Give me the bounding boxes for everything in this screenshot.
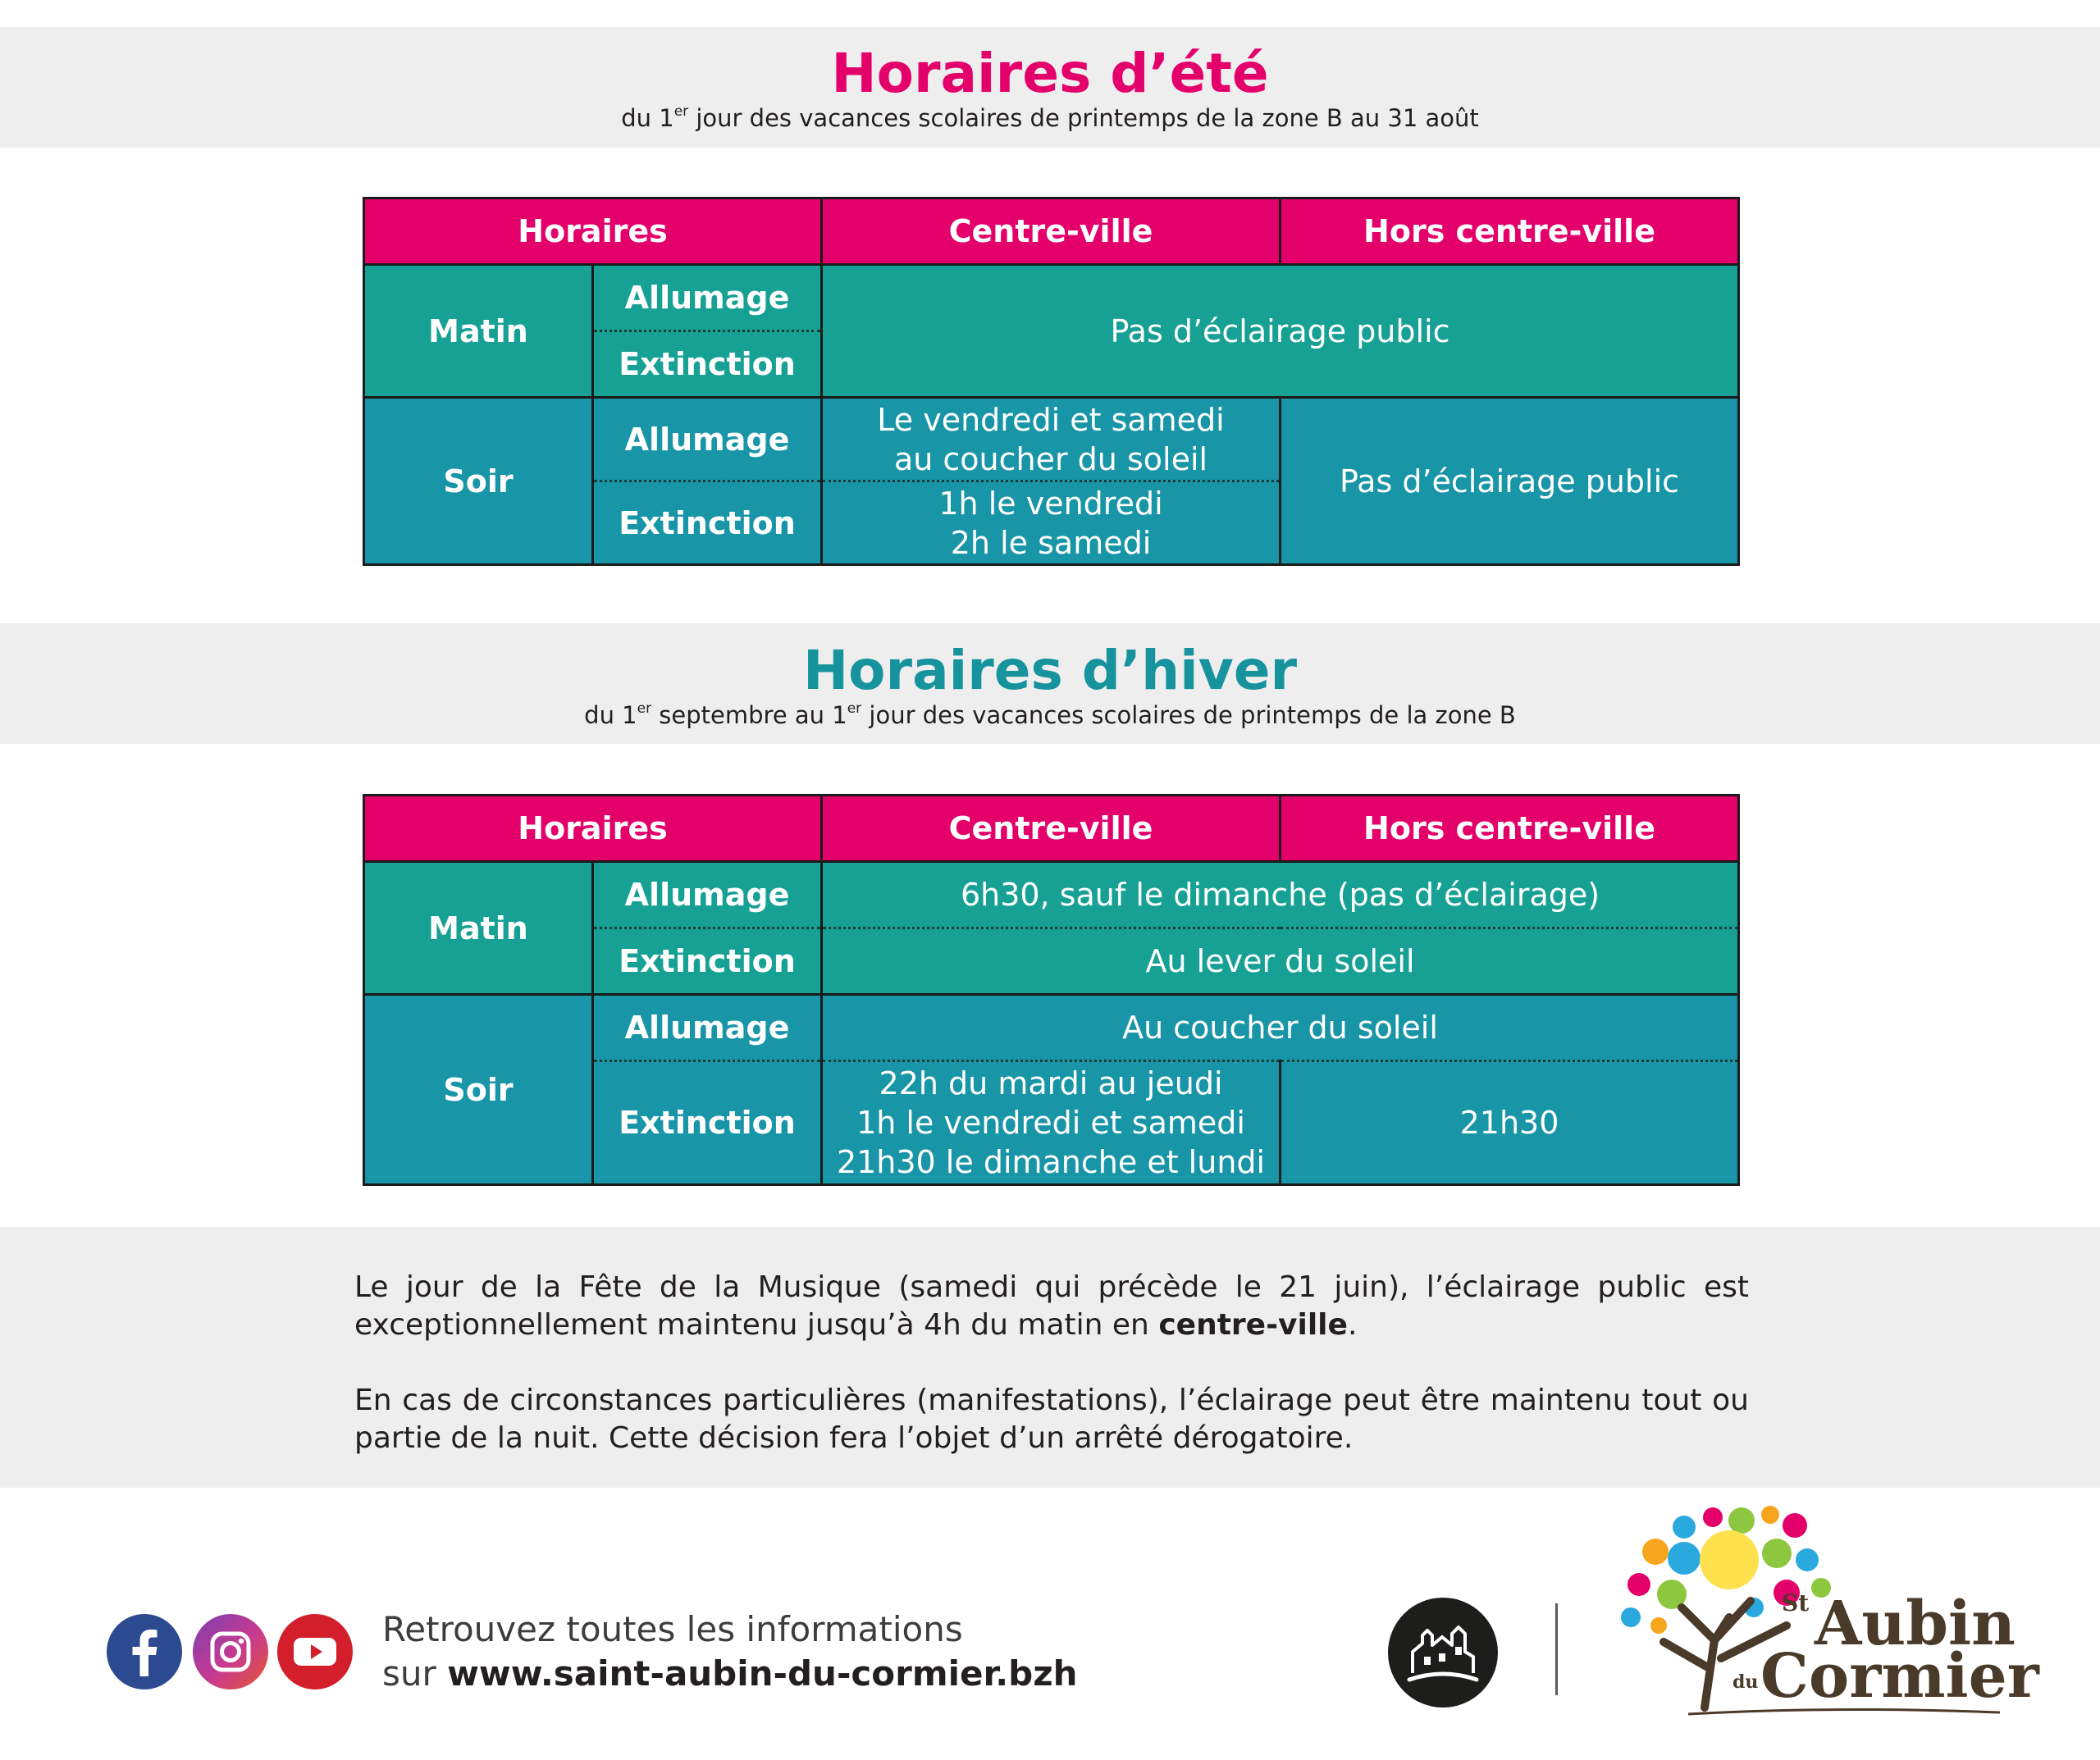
facebook-icon[interactable] [107, 1614, 182, 1689]
town-village-icon [1388, 1598, 1498, 1708]
cell-extinction: Extinction [593, 1061, 822, 1185]
logo-cormier: Cormier [1760, 1641, 2039, 1712]
winter-subtitle-sup: er [637, 700, 652, 717]
header-horaires: Horaires [364, 198, 822, 265]
table-row [364, 995, 1739, 1061]
cell-matin-extinction-value: Au lever du soleil [822, 928, 1739, 995]
summer-subtitle-part: du 1 [621, 104, 674, 132]
notes-paragraph-circonstances: En cas de circonstances particulières (manifestations), l’éclairage peut être maintenu tout ou partie de la nuit. Cette décision fera l’objet d’un arrêté dérogatoire. [354, 1384, 1749, 1455]
cell-line: au coucher du soleil [893, 440, 1208, 477]
cell-allumage: Allumage [593, 862, 822, 928]
row-label-matin: Matin [364, 862, 593, 995]
header-horaires: Horaires [364, 796, 822, 862]
cell-line: Le vendredi et samedi [877, 401, 1225, 438]
cell-line: 2h le samedi [950, 524, 1152, 561]
header-centre-ville: Centre-ville [822, 198, 1281, 265]
summer-schedule-table [363, 197, 1740, 566]
instagram-icon[interactable] [193, 1614, 268, 1689]
cell-hors-soir: Pas d’éclairage public [1281, 398, 1739, 565]
cell-extinction: Extinction [593, 481, 822, 565]
summer-subtitle-sup: er [673, 103, 689, 120]
footer-url-line [382, 1652, 1078, 1696]
cell-soir-allumage-value: Au coucher du soleil [822, 995, 1739, 1061]
footer-info-line: Retrouvez toutes les informations [382, 1609, 963, 1649]
summer-subtitle-part: jour des vacances scolaires de printemps de la zone B au 31 août [688, 104, 1479, 132]
row-label-matin: Matin [364, 265, 593, 398]
youtube-icon[interactable] [277, 1614, 353, 1689]
notes-text: Le jour de la Fête de la Musique (samedi qui précède le 21 juin), l’éclairage public est exceptionnellement maintenu jusqu’à 4h du matin en [354, 1270, 1749, 1342]
logo-st: St [1782, 1589, 1810, 1616]
winter-subtitle-sup: er [847, 700, 862, 717]
winter-subtitle-part: jour des vacances scolaires de printemps de la zone B [861, 701, 1516, 729]
notes-bold: centre-ville [1158, 1308, 1348, 1342]
cell-centre-extinction [822, 1061, 1281, 1185]
header-hors-centre-ville: Hors centre-ville [1281, 796, 1739, 862]
website-link[interactable]: www.saint-aubin-du-cormier.bzh [447, 1653, 1078, 1694]
cell-matin-value: Pas d’éclairage public [822, 265, 1739, 398]
cell-line: 1h le vendredi et samedi [856, 1105, 1245, 1141]
notes-paragraph-fete [354, 1269, 1749, 1344]
header-hors-centre-ville: Hors centre-ville [1281, 198, 1739, 265]
row-label-soir: Soir [364, 995, 593, 1185]
cell-allumage: Allumage [593, 398, 822, 481]
notes-text: . [1347, 1308, 1358, 1342]
table-row [364, 398, 1739, 481]
cell-centre-allumage [822, 398, 1281, 481]
winter-title: Horaires d’hiver [802, 639, 1298, 702]
row-label-soir: Soir [364, 398, 593, 565]
logo-aubin: Aubin [1815, 1589, 2016, 1659]
table-row [364, 862, 1739, 928]
logo-du: du [1732, 1671, 1759, 1693]
table-row [364, 265, 1739, 331]
header-centre-ville: Centre-ville [822, 796, 1281, 862]
table-header-row [364, 796, 1739, 862]
winter-subtitle-part: du 1 [584, 701, 637, 729]
cell-line: 22h du mardi au jeudi [879, 1065, 1223, 1101]
summer-title: Horaires d’été [831, 42, 1269, 105]
summer-subtitle [0, 104, 2100, 132]
cell-line: 1h le vendredi [938, 485, 1163, 522]
cell-extinction: Extinction [593, 331, 822, 398]
cell-line: 21h30 le dimanche et lundi [836, 1144, 1266, 1180]
cell-allumage: Allumage [593, 995, 822, 1061]
footer-text: sur [382, 1653, 448, 1694]
cell-centre-extinction [822, 481, 1281, 565]
winter-subtitle-part: septembre au 1 [651, 701, 847, 729]
cell-hors-extinction: 21h30 [1281, 1061, 1739, 1185]
cell-matin-allumage-value: 6h30, sauf le dimanche (pas d’éclairage) [822, 862, 1739, 928]
cell-extinction: Extinction [593, 928, 822, 995]
cell-allumage: Allumage [593, 265, 822, 331]
winter-schedule-table [363, 794, 1740, 1186]
footer-divider [1555, 1603, 1558, 1695]
winter-subtitle [0, 701, 2100, 729]
table-header-row [364, 198, 1739, 265]
